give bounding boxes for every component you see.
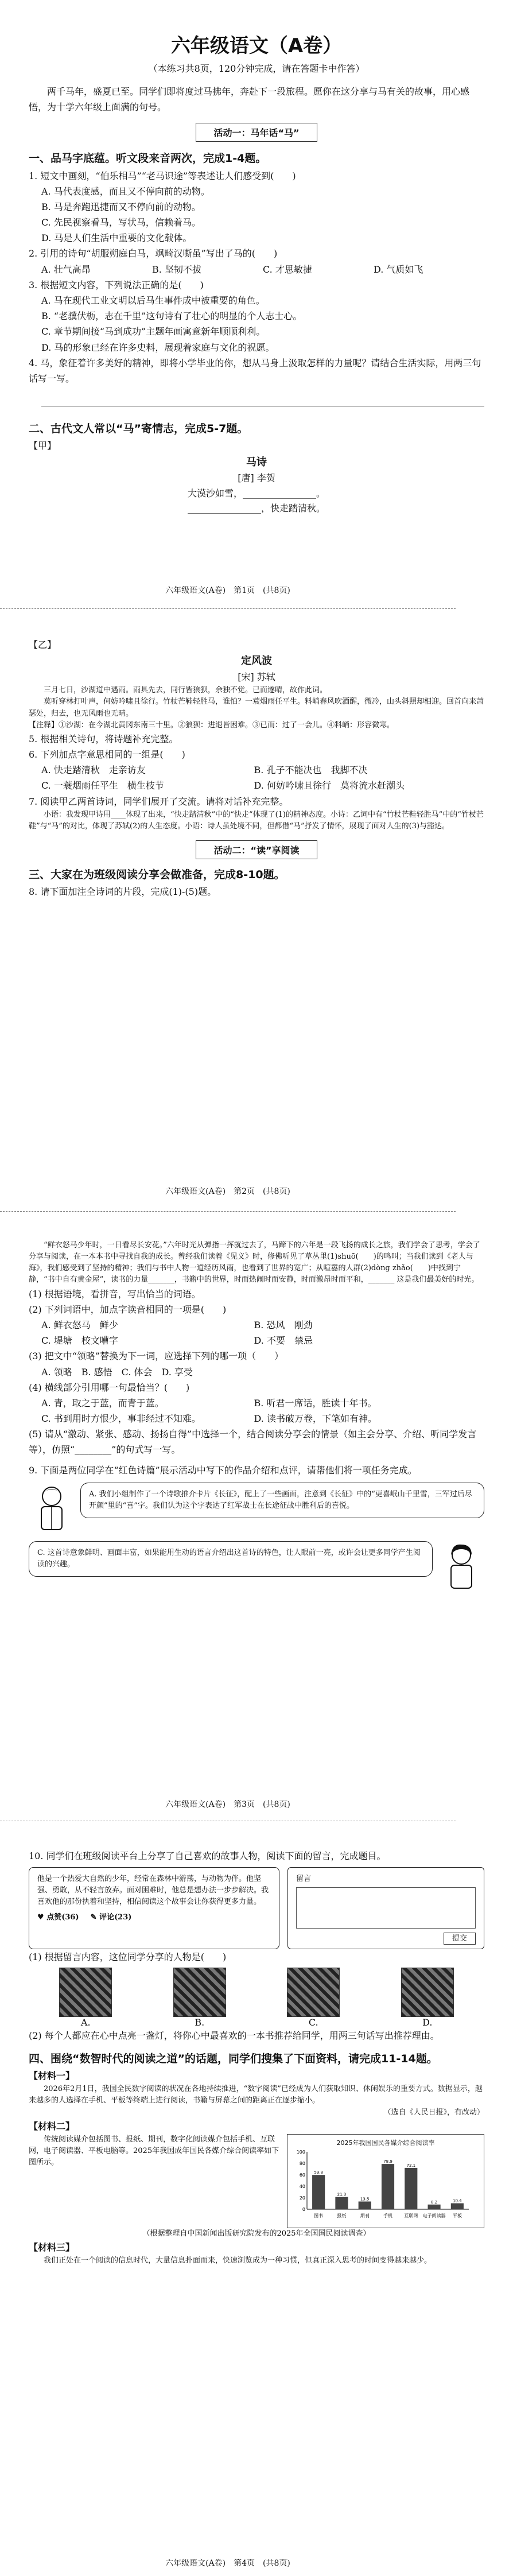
ci-body: 莫听穿林打叶声，何妨吟啸且徐行。竹杖芒鞋轻胜马，谁怕？一蓑烟雨任平生。料峭春风吹酒醒，微冷，山头斜照却相迎。回首向来萧瑟处，归去，也无风雨也无晴。 — [29, 697, 484, 718]
material-3-text: 我们正处在一个阅读的信息时代，大量信息扑面而来，快速浏览成为一种习惯，但真正深入思考的时间变得越来越少。 — [44, 2256, 432, 2265]
question-8-1: (1) 根据语境，看拼音，写出恰当的词语。 — [29, 1288, 201, 1299]
question-3-option-d[interactable]: D. 马的形象已经在许多史料，展现着家庭与文化的祝愿。 — [41, 342, 275, 353]
label-yi: 【乙】 — [29, 639, 57, 650]
speech-bubble-a: A. 我们小组制作了一个诗歌推介卡片《长征》，配上了一些画面，注意到《长征》中的“更喜岷山千里雪，三军过后尽开颜”里的“喜”字。我们认为这个字表达了红军战士在长途征战中胜利后的喜悦。 — [80, 1483, 484, 1518]
question-7-dialog: 小语：我发现甲诗用____体现了出来，“快走踏清秋”中的“快走”体现了(1)的精神态度。小诗：乙词中有“竹杖芒鞋轻胜马”中的“竹杖芒鞋”与“马”的对比，体现了苏轼(2)的人生态度。小语：诗人虽处境不同，但都借“马”抒发了情怀，展现了面对人生的(3)与豁达。 — [29, 810, 484, 831]
bar — [405, 2168, 417, 2209]
material-1-text: 2026年2月1日，我国全民数字阅读的状况在各地持续推进，“数字阅读”已经成为人们获取知识、休闲娱乐的重要方式。数据显示，越来越多的人选择在手机、平板等终端上进行阅读，书籍与屏幕之间的距离正在逐步缩小。 — [29, 2085, 483, 2105]
comment-icon: ✎ — [90, 1912, 97, 1922]
question-5: 5. 根据相关诗句，将诗题补充完整。 — [29, 733, 178, 744]
heart-icon: ♥ — [37, 1912, 44, 1922]
activity-1-banner: 活动一：马年话“马” — [196, 123, 317, 142]
character-label-d: D. — [422, 2016, 433, 2028]
question-4: 4. 马，象征着许多美好的精神，即将小学毕业的你，想从马身上汲取怎样的力量呢？请结合生活实际，用两三句话写一写。 — [29, 357, 481, 384]
page-3 — [0, 1240, 513, 1593]
question-8-4-option-a[interactable]: A. 青，取之于蓝，而青于蓝。 — [41, 1397, 164, 1409]
x-tick-label: 平板 — [452, 2213, 462, 2218]
x-tick-label: 电子阅读器 — [422, 2213, 446, 2218]
page-footer-2: 六年级语文(A卷) 第2页 (共8页) — [165, 1187, 290, 1196]
character-label-a: A. — [80, 2016, 91, 2028]
question-8-3-options[interactable]: A. 领略 B. 感悟 C. 体会 D. 享受 — [41, 1366, 193, 1378]
question-8-2-option-a[interactable]: A. 鲜衣怒马 鲜少 — [41, 1319, 118, 1330]
activity-2-banner: 活动二：“读”享阅读 — [196, 840, 317, 859]
character-image-c[interactable] — [287, 1968, 340, 2017]
y-tick-label: 60 — [299, 2172, 305, 2178]
student-avatar-icon — [438, 1541, 484, 1593]
bar — [451, 2203, 464, 2209]
bar — [312, 2175, 325, 2209]
poem-line-1: 大漠沙如雪，________________。 — [187, 487, 325, 499]
page-2 — [0, 637, 513, 900]
question-8-2-option-c[interactable]: C. 堤塘 校文嘈字 — [41, 1335, 118, 1347]
material-2-source: （根据整理自中国新闻出版研究院发布的2025年全国国民阅读调查） — [142, 2229, 371, 2238]
page-1 — [0, 30, 513, 517]
question-8-5: (5) 请从“激动、紧张、感动、扬扬自得”中选择一个，结合阅读分享会的情景（如主会分享、介绍、听同学发言等），仿照“________”的句式写一写。 — [29, 1429, 477, 1456]
bar — [359, 2201, 371, 2209]
question-2-option-d[interactable]: D. 气质如飞 — [374, 263, 423, 275]
character-image-d[interactable] — [401, 1968, 454, 2017]
question-8-2-options — [41, 1317, 484, 1348]
question-1-option-c[interactable]: C. 先民视察看马，写状马，信赖着马。 — [41, 217, 201, 228]
like-button[interactable] — [37, 1912, 79, 1923]
question-1-option-d[interactable]: D. 马是人们生活中重要的文化载体。 — [41, 232, 192, 244]
question-6-option-b[interactable]: B. 孔子不能决也 我脚不决 — [254, 765, 368, 776]
character-images — [29, 1968, 484, 2028]
y-tick-label: 100 — [296, 2149, 305, 2155]
x-tick-label: 互联网 — [404, 2213, 418, 2218]
dialog-a — [29, 1483, 484, 1534]
question-8-4-option-b[interactable]: B. 听君一席话，胜读十年书。 — [254, 1397, 377, 1409]
page-footer-4: 六年级语文(A卷) 第4页 (共8页) — [165, 2559, 290, 2568]
question-2-option-a[interactable]: A. 壮气高昂 — [41, 263, 91, 275]
x-tick-label: 图书 — [314, 2213, 324, 2218]
question-1-option-b[interactable]: B. 马是奔跑迅捷而又不停向前的动物。 — [41, 201, 201, 212]
character-label-c: C. — [308, 2016, 318, 2028]
poem-title: 马诗 — [246, 456, 267, 468]
section-3-heading: 三、大家在为班级阅读分享会做准备，完成8-10题。 — [29, 868, 285, 882]
data-label: 59.8 — [314, 2170, 323, 2175]
material-2 — [29, 2134, 484, 2228]
y-tick-label: 40 — [299, 2183, 305, 2189]
question-8-4-options — [41, 1395, 484, 1426]
question-10: 10. 同学们在班级阅读平台上分享了自己喜欢的故事人物，阅读下面的留言，完成题目。 — [29, 1850, 386, 1861]
character-label-b: B. — [195, 2016, 205, 2028]
y-tick-label: 80 — [299, 2160, 305, 2166]
question-7: 7. 阅读甲乙两首诗词，同学们展开了交流。请将对话补充完整。 — [29, 796, 289, 807]
page-separator — [0, 1211, 456, 1212]
section-4-heading: 四、围绕“数智时代的阅读之道”的话题，同学们搜集了下面资料，请完成11-14题。 — [29, 2052, 438, 2065]
y-tick-label: 20 — [299, 2195, 305, 2201]
material-2-text: 传统阅读媒介包括图书、报纸、期刊，数字化阅读媒介包括手机、互联网，电子阅读器、平板电脑等。2025年我国成年国民各媒介综合阅读率如下图所示。 — [29, 2135, 279, 2167]
question-10-1: (1) 根据留言内容，这位同学分享的人物是( ) — [29, 1952, 227, 1963]
bar — [335, 2197, 348, 2209]
question-9: 9. 下面是两位同学在“红色诗篇”展示活动中写下的作品介绍和点评，请帮他们将一项任务完成。 — [29, 1464, 417, 1476]
question-1-option-a[interactable]: A. 马代表度感，而且又不停向前的动物。 — [41, 185, 210, 197]
question-2-options — [41, 262, 484, 277]
page-footer-3: 六年级语文(A卷) 第3页 (共8页) — [165, 1800, 290, 1809]
question-8-2-option-b[interactable]: B. 恐风 刚劲 — [254, 1319, 313, 1330]
poem-line-2: ________________，快走踏清秋。 — [187, 503, 325, 514]
data-label: 13.5 — [360, 2197, 370, 2202]
speech-bubble-c: C. 这首诗意象鲜明、画面丰富，如果能用生动的语言介绍出这首诗的特色，让人眼前一亮，或许会让更多同学产生阅读的兴趣。 — [29, 1541, 433, 1577]
ci-preface: 三月七日，沙湖道中遇雨。雨具先去，同行皆狼狈，余独不觉。已而遂晴，故作此词。 — [44, 686, 328, 695]
comment-button[interactable] — [91, 1912, 132, 1923]
bar-chart — [291, 2147, 472, 2222]
comment-label: 留言 — [296, 1875, 311, 1884]
share-card — [29, 1867, 279, 1949]
like-count: 点赞(36) — [46, 1912, 79, 1922]
share-card-text: 他是一个热爱大自然的少年，经常在森林中游荡，与动物为伴。他坚强、勇敢，从不轻言放弃。面对困难时，他总是想办法一步步解决。我喜欢他的那份执着和坚持，相信阅读这个故事会让你获得更多力量。 — [37, 1875, 269, 1907]
page-footer-1: 六年级语文(A卷) 第1页 (共8页) — [165, 586, 290, 595]
question-8-4-option-d[interactable]: D. 读书破万卷，下笔如有神。 — [254, 1413, 377, 1425]
label-jia: 【甲】 — [29, 440, 57, 452]
comment-panel — [287, 1867, 484, 1949]
material-2-label: 【材料二】 — [29, 2120, 75, 2132]
data-label: 78.9 — [383, 2159, 392, 2164]
comment-count: 评论(23) — [99, 1912, 132, 1922]
data-label: 72.1 — [406, 2163, 416, 2168]
data-label: 21.3 — [337, 2192, 347, 2197]
section-1 — [29, 150, 484, 406]
y-tick-label: 0 — [302, 2206, 305, 2212]
question-8-4-option-c[interactable]: C. 书到用时方恨少，事非经过不知难。 — [41, 1413, 201, 1425]
question-8-2-option-d[interactable]: D. 不要 禁忌 — [254, 1335, 313, 1347]
material-3-label: 【材料三】 — [29, 2241, 75, 2253]
question-6-option-d[interactable]: D. 何妨吟啸且徐行 莫将流水赶潮头 — [254, 780, 405, 792]
question-6-option-a[interactable]: A. 快走踏清秋 走亲访友 — [41, 765, 146, 776]
question-1: 1. 短文中画刻，“伯乐相马”“老马识途”等表述让人们感受到( ) — [29, 170, 296, 181]
dialog-c — [29, 1541, 484, 1593]
x-tick-label: 报纸 — [337, 2213, 347, 2218]
data-label: 10.4 — [453, 2198, 462, 2203]
character-image-b[interactable] — [173, 1968, 226, 2017]
share-cards — [29, 1867, 484, 1949]
question-2: 2. 引用的诗句“胡服朔庭白马，飒畸汉嘶虽”写出了马的( ) — [29, 248, 278, 259]
comment-textarea[interactable] — [296, 1887, 476, 1929]
material-1-source: （选自《人民日报》，有改动） — [383, 2108, 484, 2117]
question-6-option-c[interactable]: C. 一蓑烟雨任平生 横生枝节 — [41, 780, 164, 792]
question-6-options — [41, 762, 484, 793]
reading-rate-chart — [287, 2134, 484, 2228]
section-2 — [29, 420, 484, 516]
question-8-2: (2) 下列词语中，加点字读音相同的一项是( ) — [29, 1303, 227, 1315]
question-8-4: (4) 横线部分引用哪一句最恰当？( ) — [29, 1382, 190, 1393]
page-4 — [0, 1848, 513, 2267]
question-3-option-a[interactable]: A. 马在现代工业文明以后马生事件成中被重要的角色。 — [41, 295, 265, 307]
question-10-2: (2) 每个人都应在心中点亮一盏灯，将你心中最喜欢的一本书推荐给同学，用两三句话写出推荐理由。 — [29, 2030, 440, 2041]
bar — [428, 2205, 440, 2209]
material-1-label: 【材料一】 — [29, 2070, 75, 2082]
question-3-option-c[interactable]: C. 章节期间接“马到成功”主题年画寓意新年顺顺利利。 — [41, 326, 266, 337]
ci-title: 定风波 — [241, 655, 272, 668]
reading-passage: “鲜衣怒马少年时，一日看尽长安花。”六年时光从弹指一挥就过去了，马蹄下的六年是一段飞扬的成长之旅，我们学会了思考，学会了分享与阅读，在一本本书中寻找自我的成长。曾经我们读着《见义》时，修佛听见了草丛里(1)shuō( )的鸣叫；当我们读到《老人与海》，我们感受到了坚持的精神；我们与书中人物一道经历风雨，也看到了世界的宽广；从喧嚣的人群(2)dòng zhǎo( )中找到宁静，“书中自有黄金屋”，读书的力量_______，书籍中的世界，时而热闹时而安静，时而激昂时而平和，_______ 这是我们最美好的时光。 — [29, 1241, 480, 1285]
question-2-option-b[interactable]: B. 坚韧不拔 — [152, 263, 201, 275]
intro-text: 两千马年，盛夏已至。同学们即将度过马拂年，奔赴下一段旅程。愿你在这分享与马有关的故事，用心感悟，为十学六年级上面满的句号。 — [29, 86, 470, 112]
poem-author: [唐] 李贺 — [238, 472, 275, 484]
answer-line[interactable] — [41, 386, 484, 406]
submit-button[interactable]: 提交 — [444, 1933, 476, 1945]
bar — [382, 2164, 394, 2209]
exam-note: （本练习共8页，120分钟完成，请在答题卡中作答） — [148, 63, 365, 74]
chart-title: 2025年我国国民各媒介综合阅读率 — [336, 2139, 435, 2147]
question-8: 8. 请下面加注全诗词的片段，完成(1)-(5)题。 — [29, 886, 217, 898]
ci-notes: 【注释】①沙湖：在今湖北黄冈东南三十里。②狼狈：进退皆困难。③已而：过了一会儿。④料峭：形容微寒。 — [29, 720, 395, 730]
question-8-3: (3) 把文中“领略”替换为下一词，应选择下列的哪一项（ ） — [29, 1351, 284, 1362]
page-separator — [0, 608, 456, 609]
question-6: 6. 下列加点字意思相同的一组是( ) — [29, 749, 185, 761]
character-image-a[interactable] — [59, 1968, 112, 2017]
page-title: 六年级语文（A卷） — [170, 34, 343, 57]
x-tick-label: 期刊 — [360, 2213, 370, 2218]
question-2-option-c[interactable]: C. 才思敏捷 — [263, 263, 312, 275]
section-2-heading: 二、古代文人常以“马”寄情志，完成5-7题。 — [29, 422, 248, 436]
question-3-option-b[interactable]: B. “老骥伏枥，志在千里”这句诗有了壮心的明显的个人志士心。 — [41, 311, 302, 322]
ci-author: [宋] 苏轼 — [238, 671, 275, 682]
data-label: 8.2 — [431, 2199, 438, 2205]
question-3: 3. 根据短文内容，下列说法正确的是( ) — [29, 279, 204, 290]
x-tick-label: 手机 — [383, 2213, 392, 2218]
student-avatar-icon — [29, 1483, 75, 1534]
section-1-heading: 一、品马字底蕴。听文段来音两次，完成1-4题。 — [29, 152, 267, 165]
